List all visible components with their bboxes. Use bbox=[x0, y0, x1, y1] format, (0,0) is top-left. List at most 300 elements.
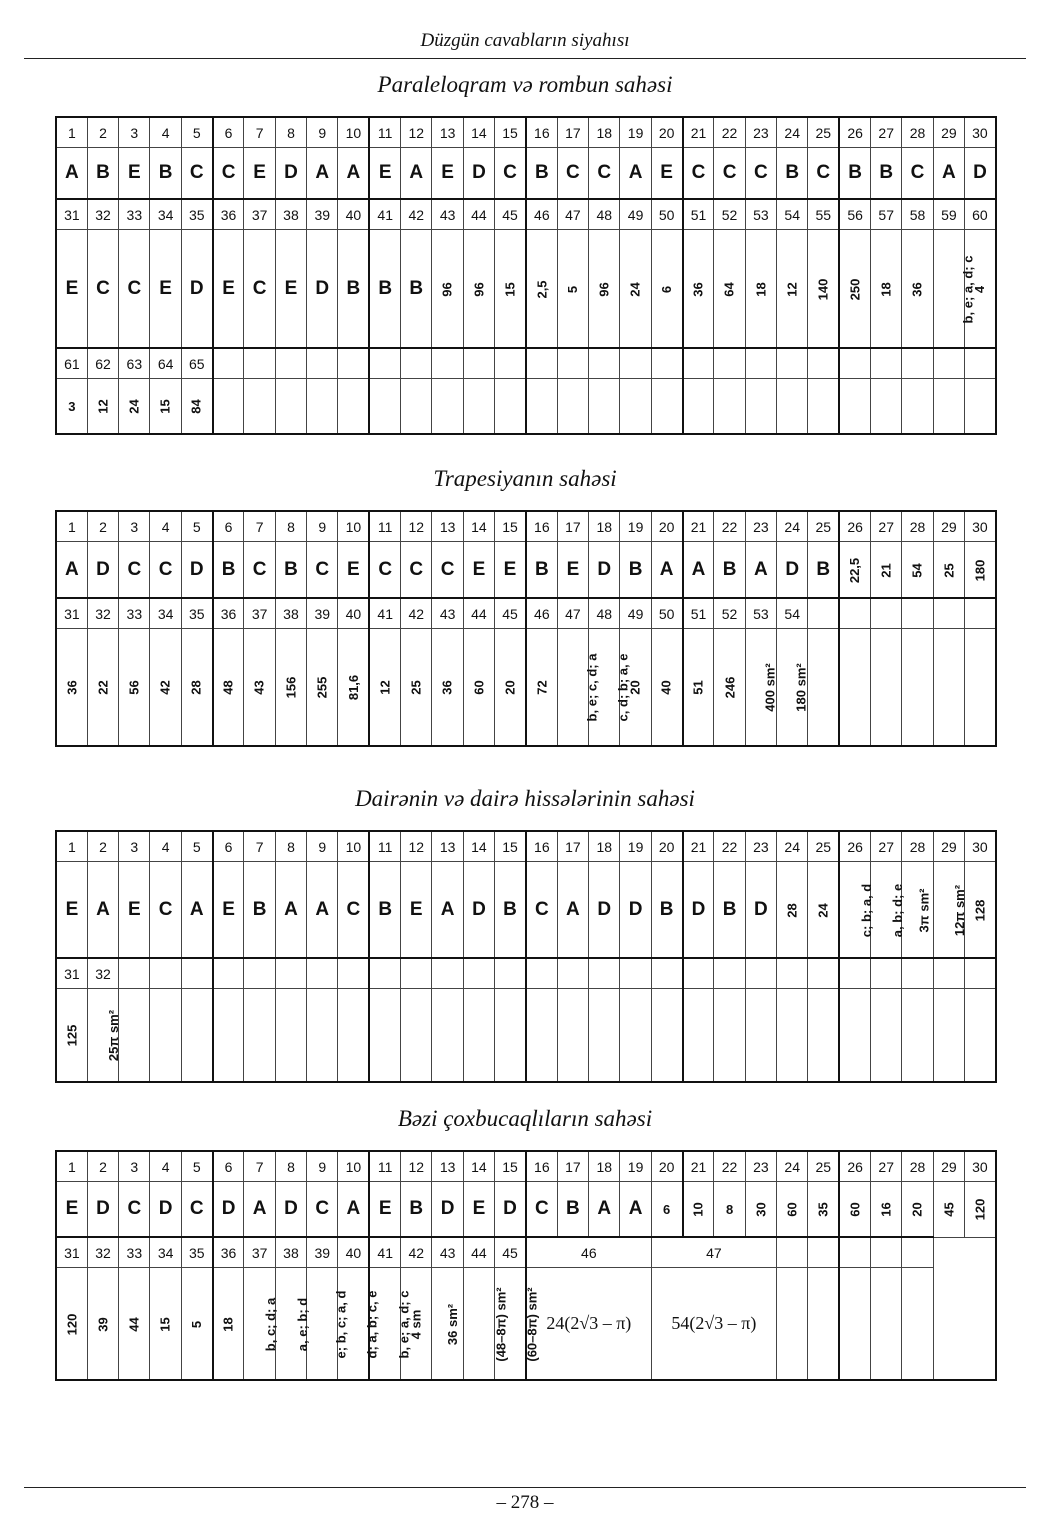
answer-cell bbox=[839, 629, 870, 747]
question-number-cell: 7 bbox=[244, 1151, 275, 1182]
answer-cell bbox=[495, 989, 526, 1083]
answer-value: 96 bbox=[596, 281, 612, 297]
answer-value: D bbox=[503, 1198, 517, 1219]
answer-cell bbox=[87, 629, 118, 747]
question-number-cell: 27 bbox=[871, 117, 902, 148]
question-number-cell bbox=[275, 348, 306, 379]
answer-value: A bbox=[566, 898, 580, 920]
answer-cell bbox=[181, 862, 212, 959]
answer-value: 140 bbox=[815, 278, 831, 300]
answer-cell bbox=[463, 379, 494, 435]
answer-cell bbox=[119, 148, 150, 200]
answer-cell bbox=[651, 989, 682, 1083]
answer-cell bbox=[401, 629, 432, 747]
question-number-cell: 11 bbox=[369, 1151, 400, 1182]
question-number-cell: 25 bbox=[808, 831, 839, 862]
answer-value: 120 bbox=[64, 1313, 80, 1335]
question-number-cell: 13 bbox=[432, 1151, 463, 1182]
answer-value: 3 bbox=[68, 399, 76, 414]
question-number-cell bbox=[119, 958, 150, 989]
answer-value: (48–8π) sm² bbox=[493, 1286, 509, 1362]
answer-value: B bbox=[659, 898, 674, 920]
answer-value: D bbox=[315, 277, 330, 299]
question-number-cell: 49 bbox=[620, 598, 651, 629]
answer-cell bbox=[119, 379, 150, 435]
question-number-cell: 34 bbox=[150, 199, 181, 230]
question-number-cell: 27 bbox=[871, 1151, 902, 1182]
answer-cell bbox=[839, 862, 875, 959]
answer-cell bbox=[56, 230, 87, 349]
answer-cell bbox=[902, 148, 933, 200]
answer-cell bbox=[714, 862, 745, 959]
answer-cell bbox=[871, 542, 902, 599]
answer-cell bbox=[557, 542, 588, 599]
question-number-cell bbox=[777, 958, 808, 989]
question-number-cell: 43 bbox=[432, 1237, 463, 1268]
question-number-cell: 5 bbox=[181, 1151, 212, 1182]
answer-value: C bbox=[440, 558, 455, 580]
question-number-cell: 40 bbox=[338, 598, 369, 629]
answer-cell bbox=[369, 629, 400, 747]
question-number-cell bbox=[307, 958, 338, 989]
answer-cell bbox=[620, 989, 651, 1083]
question-number-cell: 39 bbox=[307, 598, 338, 629]
answer-value: 44 bbox=[126, 1316, 142, 1332]
answer-cell bbox=[307, 1268, 349, 1381]
question-number-cell: 31 bbox=[56, 1237, 87, 1268]
question-number-cell: 9 bbox=[307, 1151, 338, 1182]
answer-cell bbox=[150, 1268, 181, 1381]
answer-value: 400 sm² bbox=[762, 663, 778, 712]
answer-cell bbox=[119, 629, 150, 747]
answer-cell bbox=[871, 629, 902, 747]
answer-cell bbox=[307, 379, 338, 435]
question-number-cell bbox=[463, 958, 494, 989]
answer-value: C bbox=[346, 898, 361, 920]
answer-cell bbox=[933, 629, 964, 747]
answer-cell bbox=[150, 379, 181, 435]
question-number-cell: 41 bbox=[369, 598, 400, 629]
question-number-cell: 52 bbox=[714, 199, 745, 230]
answer-value: E bbox=[222, 277, 235, 299]
question-number-cell: 40 bbox=[338, 1237, 369, 1268]
answer-value: 24 bbox=[628, 281, 644, 297]
question-number-cell: 10 bbox=[338, 831, 369, 862]
answer-cell bbox=[463, 989, 494, 1083]
question-number-cell bbox=[902, 348, 933, 379]
question-number-cell: 8 bbox=[275, 511, 306, 542]
answer-cell bbox=[338, 542, 369, 599]
answer-value: B bbox=[503, 898, 517, 920]
answer-value: 6 bbox=[663, 1202, 671, 1217]
answer-cell bbox=[87, 989, 121, 1083]
answer-value: b, e; c, d; a bbox=[584, 653, 600, 722]
question-number-cell: 1 bbox=[56, 511, 87, 542]
answer-value: 39 bbox=[95, 1316, 111, 1332]
question-number-cell bbox=[338, 958, 369, 989]
answer-value: 96 bbox=[440, 281, 456, 297]
answer-value: E bbox=[409, 898, 423, 920]
answer-cell bbox=[965, 1182, 996, 1238]
answer-cell bbox=[119, 230, 150, 349]
answer-value: 22,5 bbox=[847, 557, 863, 583]
answer-value: b, e; a, d; c bbox=[396, 1290, 412, 1358]
answer-cell bbox=[745, 148, 776, 200]
answer-value: B bbox=[628, 558, 643, 580]
answer-cell bbox=[213, 542, 244, 599]
question-number-cell: 29 bbox=[933, 511, 964, 542]
question-number-cell: 22 bbox=[714, 511, 745, 542]
answer-value: 120 bbox=[972, 1198, 988, 1221]
answer-value: C bbox=[534, 1198, 549, 1219]
question-number-cell: 64 bbox=[150, 348, 181, 379]
answer-value: 42 bbox=[158, 680, 174, 695]
answer-value: 28 bbox=[189, 680, 205, 695]
answer-cell bbox=[839, 542, 870, 599]
question-number-cell: 58 bbox=[902, 199, 933, 230]
answer-cell bbox=[808, 148, 839, 200]
answer-value: E bbox=[284, 277, 298, 299]
answer-value: B bbox=[378, 898, 393, 920]
answer-cell bbox=[181, 1182, 212, 1238]
question-number-cell: 35 bbox=[181, 199, 212, 230]
question-number-cell bbox=[745, 958, 776, 989]
answer-cell bbox=[495, 230, 526, 349]
answer-cell bbox=[463, 629, 494, 747]
question-number-cell bbox=[589, 348, 620, 379]
answer-value: 60 bbox=[784, 1202, 800, 1217]
answer-cell bbox=[56, 379, 87, 435]
answer-cell bbox=[620, 379, 651, 435]
question-number-cell: 19 bbox=[620, 117, 651, 148]
answer-cell bbox=[871, 1182, 902, 1238]
question-number-cell bbox=[213, 958, 244, 989]
answer-cell bbox=[839, 1182, 870, 1238]
answer-value: 60 bbox=[847, 1202, 863, 1217]
answer-cell bbox=[839, 989, 870, 1083]
answer-cell bbox=[275, 1182, 306, 1238]
answer-value: 56 bbox=[126, 680, 142, 695]
answer-value: b, e; a, d; c bbox=[960, 255, 976, 323]
question-number-cell bbox=[902, 958, 933, 989]
answer-value: D bbox=[189, 558, 204, 580]
question-number-cell: 4 bbox=[150, 511, 181, 542]
answer-cell bbox=[902, 862, 933, 959]
question-number-cell: 17 bbox=[557, 511, 588, 542]
question-number-cell: 42 bbox=[401, 199, 432, 230]
section-title: Trapesiyanın sahəsi bbox=[433, 466, 617, 491]
question-number-cell: 38 bbox=[275, 598, 306, 629]
answer-cell bbox=[839, 379, 870, 435]
question-number-cell: 53 bbox=[745, 598, 776, 629]
question-number-cell bbox=[620, 348, 651, 379]
answer-cell bbox=[714, 1182, 745, 1238]
answer-value: 10 bbox=[690, 1202, 706, 1217]
answer-value: 28 bbox=[784, 902, 800, 918]
question-number-cell bbox=[526, 958, 557, 989]
question-number-cell: 9 bbox=[307, 831, 338, 862]
answer-value: 8 bbox=[725, 1202, 734, 1217]
question-number-cell: 44 bbox=[463, 1237, 494, 1268]
question-number-cell: 14 bbox=[463, 1151, 494, 1182]
question-number-cell: 65 bbox=[181, 348, 212, 379]
question-number-cell: 11 bbox=[369, 117, 400, 148]
question-number-cell: 25 bbox=[808, 117, 839, 148]
question-number-cell: 1 bbox=[56, 117, 87, 148]
answer-value: 12 bbox=[377, 680, 393, 695]
question-number-cell: 3 bbox=[119, 1151, 150, 1182]
question-number-cell: 36 bbox=[213, 1237, 244, 1268]
question-number-cell bbox=[871, 348, 902, 379]
question-number-cell: 2 bbox=[87, 1151, 118, 1182]
answer-cell bbox=[87, 1182, 118, 1238]
answer-table-trapezoid bbox=[55, 510, 997, 747]
answer-value: A bbox=[346, 1198, 361, 1219]
answer-cell bbox=[150, 148, 181, 200]
answer-value: B bbox=[879, 162, 894, 183]
answer-cell bbox=[777, 379, 808, 435]
question-number-cell: 24 bbox=[777, 117, 808, 148]
question-number-cell: 23 bbox=[745, 511, 776, 542]
question-number-cell: 47 bbox=[557, 199, 588, 230]
answer-value: 180 bbox=[972, 559, 988, 581]
question-number-cell: 61 bbox=[56, 348, 87, 379]
answer-cell bbox=[589, 989, 620, 1083]
answer-value: A bbox=[96, 898, 110, 920]
question-number-cell: 22 bbox=[714, 831, 745, 862]
question-number-cell: 14 bbox=[463, 511, 494, 542]
question-number-cell: 54 bbox=[777, 199, 808, 230]
question-number-cell: 12 bbox=[401, 511, 432, 542]
answer-value: C bbox=[189, 162, 204, 183]
question-number-cell: 36 bbox=[213, 598, 244, 629]
question-number-cell: 4 bbox=[150, 117, 181, 148]
answer-value: E bbox=[253, 162, 266, 183]
answer-value: 15 bbox=[502, 281, 518, 297]
answer-value: C bbox=[315, 1198, 330, 1219]
answer-cell bbox=[965, 862, 996, 959]
answer-value: E bbox=[503, 558, 517, 580]
page-header-title: Düzgün cavabların siyahısı bbox=[420, 30, 630, 51]
answer-cell bbox=[495, 148, 526, 200]
answer-value: C bbox=[96, 277, 110, 299]
answer-cell bbox=[683, 1182, 714, 1238]
answer-cell bbox=[526, 1268, 651, 1381]
question-number-cell: 46 bbox=[526, 199, 557, 230]
answer-cell bbox=[275, 542, 306, 599]
answer-value: E bbox=[347, 558, 360, 580]
answer-cell bbox=[871, 862, 906, 959]
answer-value: 35 bbox=[815, 1202, 831, 1217]
answer-value: 4 bbox=[972, 285, 988, 293]
question-number-cell: 15 bbox=[495, 511, 526, 542]
answer-cell bbox=[965, 542, 996, 599]
question-number-cell: 37 bbox=[244, 598, 275, 629]
question-number-cell: 6 bbox=[213, 1151, 244, 1182]
answer-cell bbox=[620, 148, 651, 200]
question-number-cell: 8 bbox=[275, 117, 306, 148]
answer-cell bbox=[87, 379, 118, 435]
answer-value: D bbox=[754, 898, 768, 920]
answer-value: D bbox=[973, 162, 987, 183]
answer-cell bbox=[557, 862, 588, 959]
question-number-cell: 41 bbox=[369, 199, 400, 230]
answer-cell bbox=[463, 862, 494, 959]
answer-value: B bbox=[158, 162, 173, 183]
question-number-cell: 48 bbox=[589, 199, 620, 230]
question-number-cell: 20 bbox=[651, 831, 682, 862]
answer-value: a, b; d; e bbox=[890, 883, 906, 937]
answer-value: 6 bbox=[659, 285, 675, 293]
question-number-cell: 16 bbox=[526, 831, 557, 862]
question-number-cell: 54 bbox=[777, 598, 808, 629]
question-number-cell: 44 bbox=[463, 199, 494, 230]
answer-value: B bbox=[722, 558, 737, 580]
answer-value: E bbox=[65, 1198, 79, 1219]
question-number-cell bbox=[401, 348, 432, 379]
answer-cell bbox=[526, 148, 557, 200]
question-number-cell bbox=[871, 598, 902, 629]
question-number-cell: 42 bbox=[401, 598, 432, 629]
question-number-cell: 26 bbox=[839, 831, 870, 862]
answer-cell bbox=[965, 629, 996, 747]
answer-value: 48 bbox=[221, 680, 237, 695]
question-number-cell: 18 bbox=[589, 511, 620, 542]
question-number-cell: 43 bbox=[432, 598, 463, 629]
answer-value: 180 sm² bbox=[793, 663, 809, 712]
answer-cell bbox=[745, 379, 776, 435]
question-number-cell: 12 bbox=[401, 117, 432, 148]
section-title: Bəzi çoxbucaqlıların sahəsi bbox=[397, 1106, 653, 1131]
answer-cell bbox=[401, 148, 432, 200]
answer-value: E bbox=[472, 558, 486, 580]
answer-value: C bbox=[534, 898, 549, 920]
question-number-cell: 14 bbox=[463, 831, 494, 862]
answer-value: A bbox=[628, 1198, 643, 1219]
answer-cell bbox=[338, 862, 369, 959]
answer-cell bbox=[338, 148, 369, 200]
question-number-cell bbox=[369, 958, 400, 989]
question-number-cell: 7 bbox=[244, 831, 275, 862]
answer-cell bbox=[777, 1182, 808, 1238]
question-number-cell: 52 bbox=[714, 598, 745, 629]
answer-cell bbox=[401, 1182, 432, 1238]
question-number-cell bbox=[714, 958, 745, 989]
answer-cell bbox=[557, 989, 588, 1083]
question-number-cell bbox=[777, 1237, 808, 1268]
answer-value: C bbox=[378, 558, 393, 580]
question-number-cell: 41 bbox=[369, 1237, 400, 1268]
question-number-cell: 27 bbox=[871, 511, 902, 542]
question-number-cell: 28 bbox=[902, 1151, 933, 1182]
question-number-cell bbox=[808, 1237, 839, 1268]
answer-value: C bbox=[189, 1198, 204, 1219]
question-number-cell bbox=[589, 958, 620, 989]
question-number-cell: 3 bbox=[119, 511, 150, 542]
answer-value: 5 bbox=[189, 1320, 205, 1328]
answer-value: A bbox=[252, 1198, 267, 1219]
answer-value: 54 bbox=[910, 562, 926, 578]
question-number-cell: 7 bbox=[244, 117, 275, 148]
question-number-cell: 62 bbox=[87, 348, 118, 379]
question-number-cell: 31 bbox=[56, 199, 87, 230]
question-number-cell bbox=[275, 958, 306, 989]
question-number-cell: 55 bbox=[808, 199, 839, 230]
answer-cell bbox=[777, 629, 808, 747]
answer-value: A bbox=[315, 162, 330, 183]
question-number-cell bbox=[902, 598, 933, 629]
question-number-cell bbox=[463, 348, 494, 379]
answer-value: (60–8π) sm² bbox=[524, 1286, 540, 1362]
question-number-cell bbox=[683, 958, 714, 989]
answer-cell bbox=[275, 148, 306, 200]
question-number-cell: 49 bbox=[620, 199, 651, 230]
answer-value: 84 bbox=[189, 399, 205, 414]
question-number-cell bbox=[244, 958, 275, 989]
question-number-cell: 13 bbox=[432, 117, 463, 148]
answer-value: C bbox=[754, 162, 768, 183]
question-number-cell: 33 bbox=[119, 199, 150, 230]
answer-value: 81,6 bbox=[345, 674, 361, 701]
answer-cell bbox=[463, 230, 494, 349]
question-number-cell: 11 bbox=[369, 831, 400, 862]
answer-cell bbox=[777, 1268, 808, 1381]
answer-cell bbox=[150, 542, 181, 599]
question-number-cell bbox=[777, 348, 808, 379]
answer-value: D bbox=[189, 277, 204, 299]
question-number-cell bbox=[839, 348, 870, 379]
question-number-cell: 31 bbox=[56, 598, 87, 629]
question-number-cell: 5 bbox=[181, 831, 212, 862]
question-number-cell: 56 bbox=[839, 199, 870, 230]
answer-value: 24 bbox=[126, 399, 142, 414]
question-number-cell: 24 bbox=[777, 511, 808, 542]
question-number-cell bbox=[808, 348, 839, 379]
answer-cell bbox=[745, 542, 776, 599]
answer-value: 40 bbox=[659, 680, 675, 695]
question-number-cell bbox=[965, 598, 996, 629]
answer-table-circle bbox=[55, 830, 997, 1083]
answer-cell bbox=[589, 230, 620, 349]
answer-value: C bbox=[127, 558, 142, 580]
question-number-cell: 24 bbox=[777, 831, 808, 862]
question-number-cell: 8 bbox=[275, 1151, 306, 1182]
answer-cell bbox=[369, 989, 400, 1083]
question-number-cell: 47 bbox=[557, 598, 588, 629]
question-number-cell: 6 bbox=[213, 831, 244, 862]
question-number-cell: 15 bbox=[495, 117, 526, 148]
question-number-cell: 35 bbox=[181, 1237, 212, 1268]
answer-value: 51 bbox=[690, 680, 706, 695]
answer-value: E bbox=[378, 162, 392, 183]
answer-value: B bbox=[785, 162, 800, 183]
question-number-cell: 4 bbox=[150, 1151, 181, 1182]
answer-value: 45 bbox=[941, 1202, 957, 1217]
answer-value: A bbox=[284, 898, 298, 920]
answer-value: A bbox=[409, 162, 424, 183]
answer-value: B bbox=[534, 558, 549, 580]
answer-cell bbox=[651, 230, 682, 349]
question-number-cell: 12 bbox=[401, 831, 432, 862]
answer-cell bbox=[526, 989, 557, 1083]
answer-cell bbox=[965, 989, 996, 1083]
question-number-cell: 53 bbox=[745, 199, 776, 230]
answer-value: A bbox=[628, 162, 643, 183]
question-number-cell: 31 bbox=[56, 958, 87, 989]
question-number-cell: 10 bbox=[338, 117, 369, 148]
question-number-cell: 30 bbox=[965, 117, 996, 148]
question-number-cell: 37 bbox=[244, 199, 275, 230]
